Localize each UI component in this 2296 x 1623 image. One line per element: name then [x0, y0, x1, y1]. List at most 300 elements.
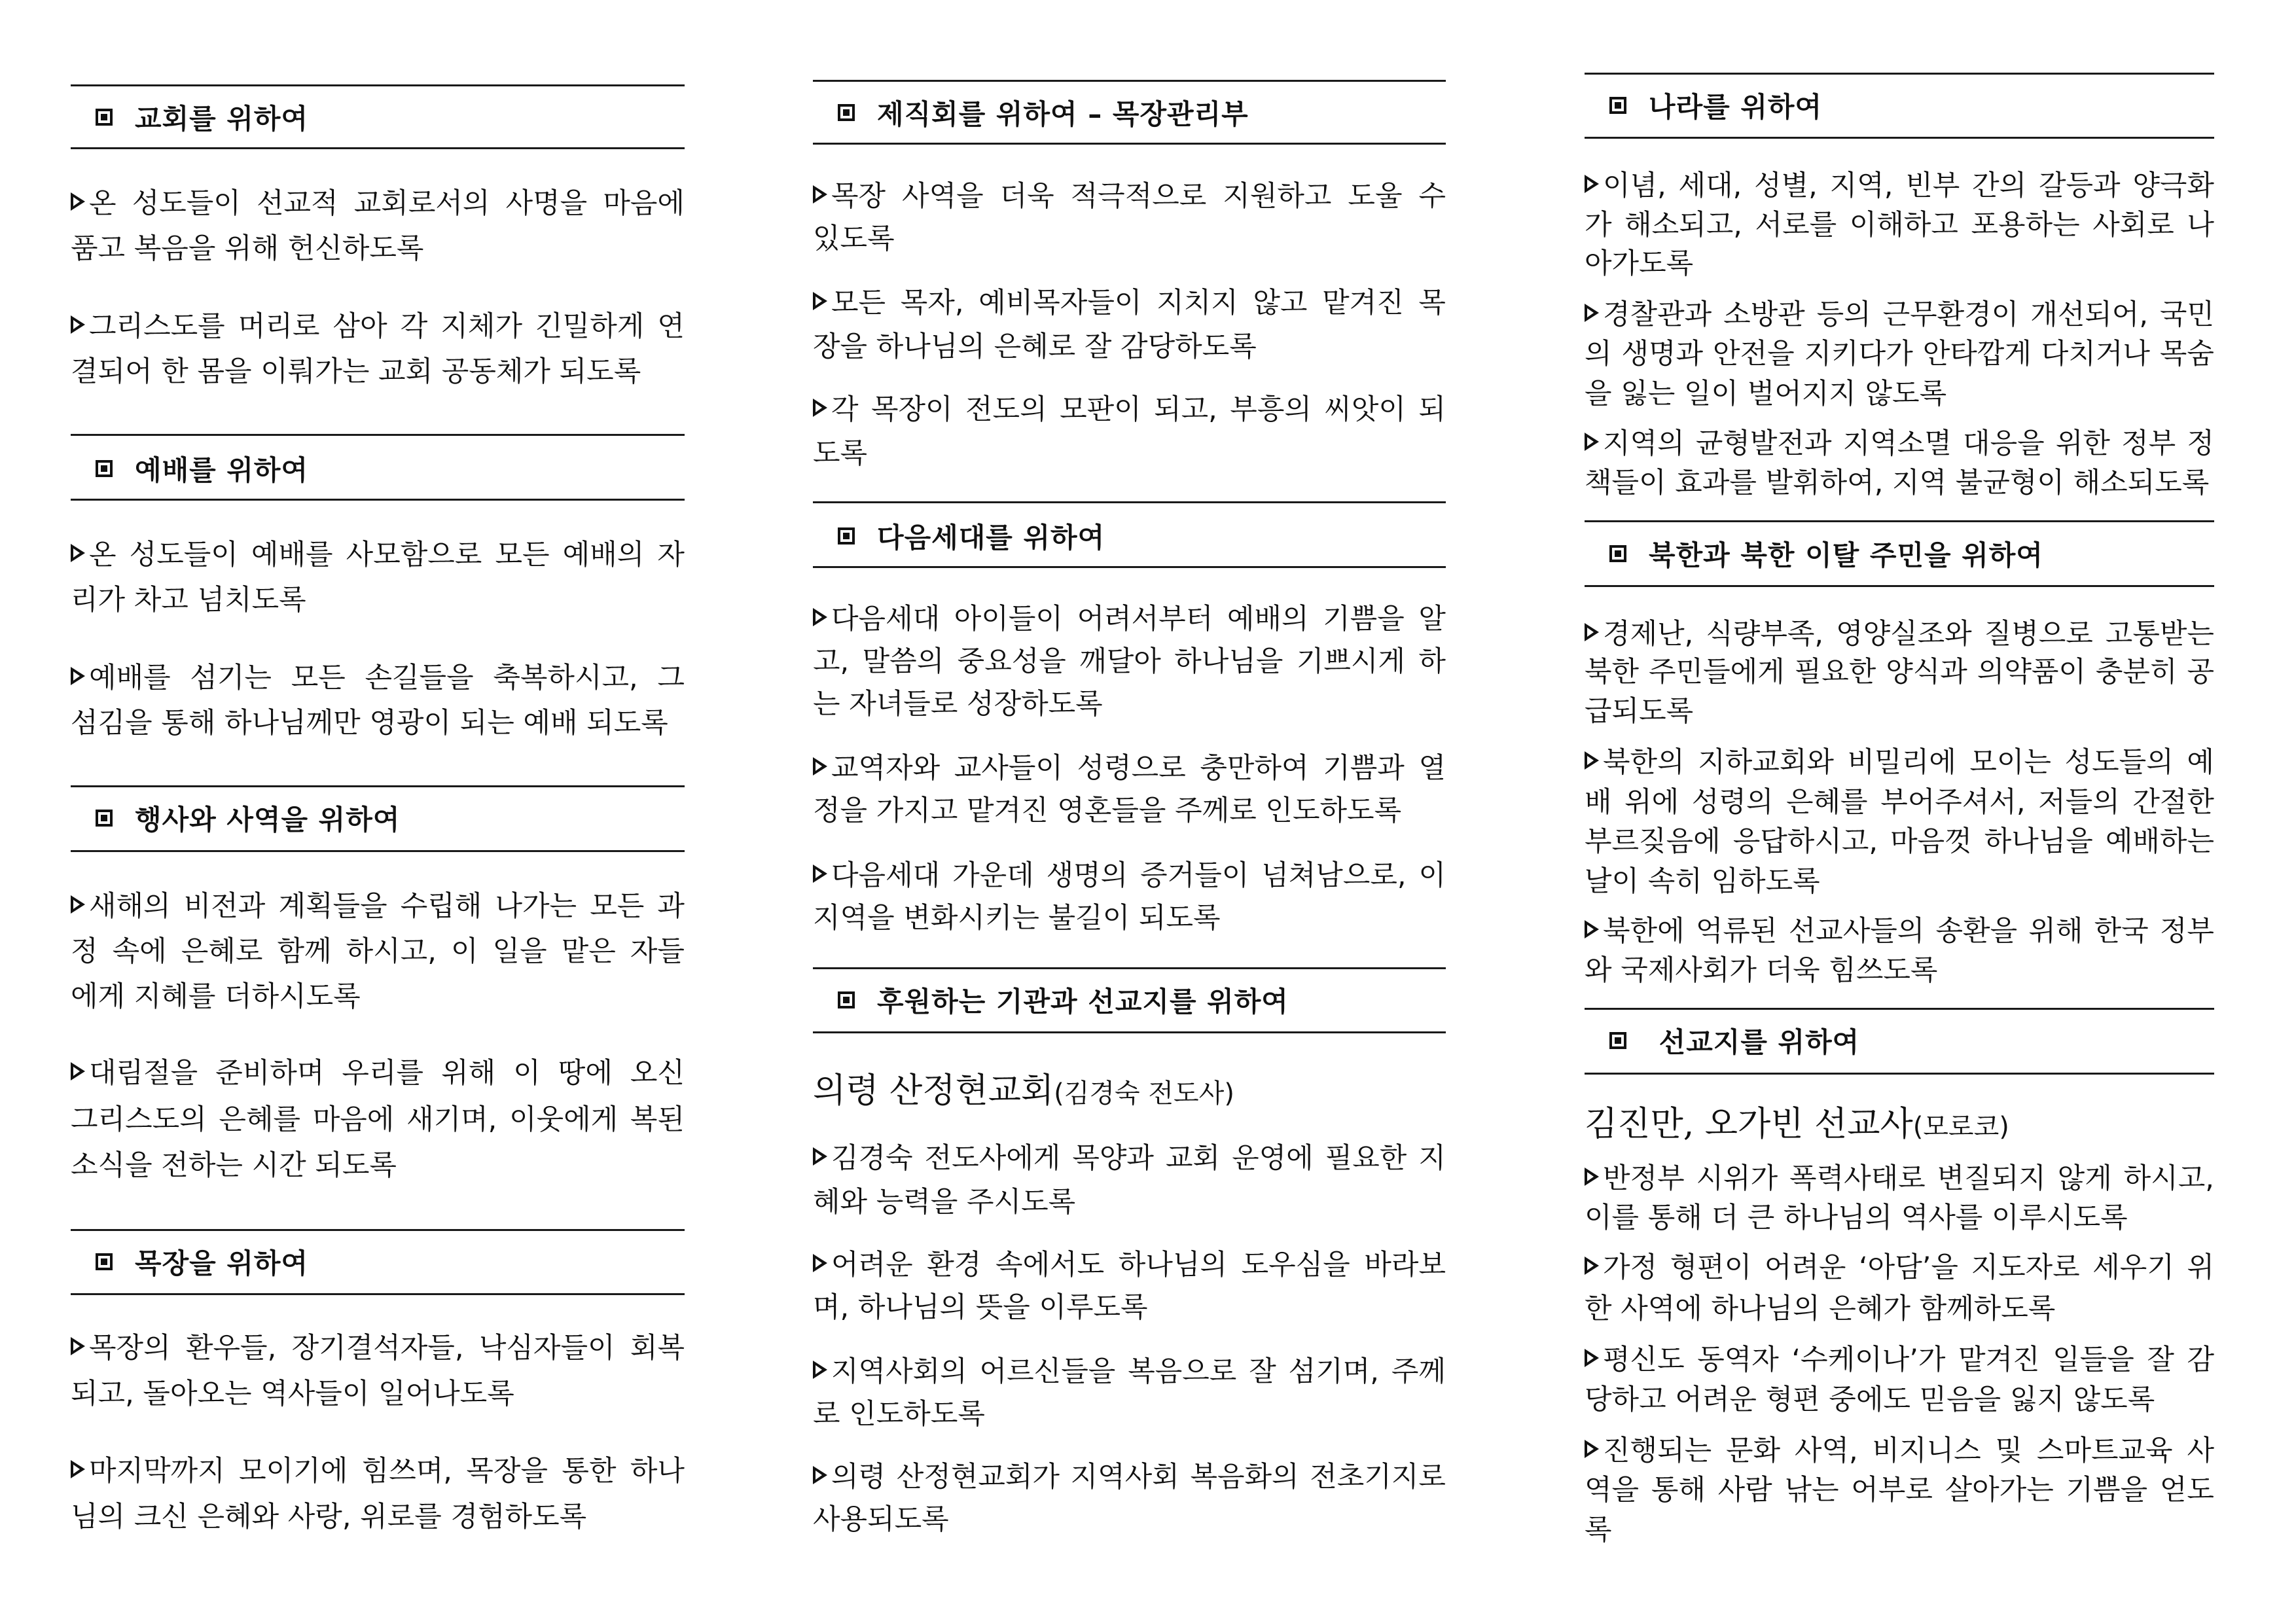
word: 도우심을: [1241, 1249, 1350, 1281]
word: 통해: [1651, 1474, 1706, 1507]
word: 균형발전과: [1695, 427, 1832, 460]
section-bottom-rule: [71, 1293, 685, 1295]
word: 오신: [630, 1057, 685, 1090]
word: 모이기에: [239, 1455, 348, 1488]
section-top-rule: [813, 501, 1446, 503]
prayer-item-line: [71, 704, 685, 743]
word: 억류된: [1695, 915, 1778, 948]
word: 근무환경이: [1882, 298, 2019, 331]
prayer-item-line: [71, 184, 685, 223]
word: 마음껏: [1890, 825, 1972, 858]
first-word-group: [71, 535, 117, 575]
word: 우리를: [342, 1057, 424, 1090]
word: 대림절을: [89, 1057, 198, 1090]
word: 응답하시고,: [1732, 825, 1878, 858]
triangle-bullet-icon: [71, 667, 85, 685]
prayer-item-line: [813, 327, 1446, 366]
triangle-bullet-icon: [1585, 175, 1599, 193]
triangle-bullet-icon: [1585, 304, 1599, 322]
word: 깨달아: [1079, 645, 1161, 678]
word: ‘아담’을: [1859, 1251, 1958, 1284]
prayer-text: 님의 크신 은혜와 사랑, 위로를 경험하도록: [71, 1501, 587, 1533]
word: 성도들의: [2064, 746, 2174, 779]
prayer-item-line: [71, 229, 685, 268]
word: 저들의: [2038, 786, 2120, 819]
word: 사역을: [902, 180, 984, 213]
word: 고통받는: [2105, 618, 2214, 651]
prayer-item-line: [71, 1497, 685, 1537]
word: 과: [657, 890, 685, 923]
first-word-group: [813, 1139, 913, 1178]
word: 기쁨을: [1323, 603, 1405, 635]
mission-name: 김진만, 오가빈 선교사: [1585, 1105, 1913, 1144]
triangle-bullet-icon: [813, 757, 827, 776]
prayer-item-line: [813, 685, 1446, 724]
word: 세우기: [2092, 1251, 2174, 1284]
prayer-item-line: [813, 219, 1446, 259]
prayer-item-line: [1585, 295, 2214, 334]
first-word-group: [71, 1329, 171, 1368]
word: 변질되지: [1937, 1162, 2046, 1195]
word: 비밀리에: [1847, 746, 1956, 779]
prayer-item-line: [71, 1054, 685, 1093]
word: 긴밀하게: [535, 310, 645, 343]
triangle-bullet-icon: [813, 1466, 827, 1484]
triangle-bullet-icon: [71, 1062, 85, 1080]
word: 하나: [630, 1455, 685, 1488]
prayer-item-line: [71, 887, 685, 926]
mission-leader: (모로코): [1912, 1112, 2009, 1142]
prayer-item-line: [813, 1245, 1446, 1285]
word: 해소되고,: [1624, 209, 1742, 241]
prayer-text: 되고, 돌아오는 역사들이 일어나도록: [71, 1378, 514, 1410]
word: 목장을: [466, 1455, 548, 1488]
word: 역을: [1585, 1474, 1640, 1507]
word: 이웃에게: [509, 1103, 619, 1136]
first-word-group: [71, 307, 225, 346]
word: 하시고,: [2123, 1162, 2214, 1195]
word: 그리스도를: [89, 310, 225, 343]
prayer-item-line: [813, 1395, 1446, 1434]
word: 하: [1418, 645, 1446, 678]
first-word-group: [71, 184, 117, 223]
word: 위해: [2028, 915, 2083, 948]
section-heading: [96, 98, 308, 137]
word: 감: [2187, 1344, 2214, 1376]
prayer-text: 이를 통해 더 큰 하나님의 역사를 이루시도록: [1585, 1202, 2128, 1234]
word: 그: [657, 662, 685, 694]
word: 영양실조와: [1836, 618, 1972, 651]
word: 새해의: [89, 890, 171, 923]
prayer-item-line: [1585, 783, 2214, 822]
square-bullet-icon: [838, 104, 855, 121]
word: 지키다가: [1804, 338, 1913, 370]
prayer-text: 리가 차고 넘치도록: [71, 584, 306, 616]
word: 지원하고: [1223, 180, 1332, 213]
triangle-bullet-icon: [813, 292, 827, 310]
word: 양식과: [1886, 656, 1967, 688]
word: 얻도: [2159, 1474, 2214, 1507]
section-title: 교회를 위하여: [135, 103, 309, 135]
word: 자: [657, 539, 685, 571]
word: 부어주셔서,: [1880, 786, 2026, 819]
triangle-bullet-icon: [71, 544, 85, 562]
word: 지: [1418, 1142, 1446, 1175]
word: 기쁨을: [2066, 1474, 2148, 1507]
word: 형편이: [1670, 1251, 1752, 1284]
word: 섬기며,: [1288, 1355, 1379, 1388]
word: 지도자로: [1971, 1251, 2080, 1284]
prayer-item-line: [1585, 1159, 2214, 1198]
word: ‘수케이나’가: [1791, 1344, 1946, 1376]
section-top-rule: [1585, 73, 2214, 75]
section-bottom-rule: [813, 143, 1446, 145]
triangle-bullet-icon: [813, 1147, 827, 1166]
triangle-bullet-icon: [813, 865, 827, 883]
word: 복음으로: [1128, 1355, 1237, 1388]
prayer-item-line: [71, 932, 685, 971]
first-word-group: [1585, 615, 1693, 654]
first-word-group: [813, 390, 859, 429]
word: 시위가: [1696, 1162, 1778, 1195]
prayer-item-line: [813, 1288, 1446, 1327]
triangle-bullet-icon: [1585, 1349, 1599, 1367]
prayer-item-line: [1585, 244, 2214, 283]
word: 정부: [2121, 427, 2176, 460]
word: 어부로: [1851, 1474, 1933, 1507]
prayer-item-line: [71, 1329, 685, 1368]
word: 모든: [495, 539, 550, 571]
word: 예비목자들이: [978, 287, 1142, 319]
prayer-item-line: [813, 642, 1446, 681]
prayer-item-line: [71, 1452, 685, 1491]
word: 충분히: [2095, 656, 2178, 688]
word: 스마트교육: [2036, 1435, 2173, 1467]
first-word-group: [813, 283, 886, 323]
word: 땅에: [558, 1057, 613, 1090]
first-word-group: [71, 887, 171, 926]
prayer-item-line: [1585, 862, 2214, 901]
section-heading: [838, 516, 1105, 556]
first-word-group: [71, 1452, 225, 1491]
word: 바라보: [1364, 1249, 1446, 1281]
prayer-text: 지역을 변화시키는 불길이 되도록: [813, 902, 1221, 935]
word: 그리스도의: [71, 1103, 207, 1136]
word: 국민: [2159, 298, 2214, 331]
prayer-text: 품고 복음을 위해 헌신하도록: [71, 232, 424, 265]
word: 운영에: [1232, 1142, 1314, 1175]
word: 성도들이: [132, 187, 241, 220]
prayer-item-line: [1585, 1198, 2214, 1238]
word: 선교적: [256, 187, 338, 220]
section-top-rule: [1585, 1008, 2214, 1010]
word: 복음화의: [1190, 1461, 1299, 1493]
word: 모든: [590, 890, 645, 923]
word: 전초기지로: [1310, 1461, 1446, 1493]
word: 이해하고: [1849, 209, 1958, 241]
word: 위한: [2055, 427, 2110, 460]
word: 갈등과: [2038, 169, 2121, 202]
word: 어려운: [1764, 1251, 1846, 1284]
word: 간의: [1972, 169, 2027, 202]
section-bottom-rule: [71, 499, 685, 501]
word: 나가는: [495, 890, 577, 923]
word: 모판이: [1060, 393, 1141, 426]
word: 맡은: [561, 935, 616, 968]
first-word-group: [1585, 1248, 1657, 1287]
prayer-item-line: [1585, 334, 2214, 374]
section-top-rule: [71, 84, 685, 86]
word: 증거들이: [1140, 859, 1249, 892]
prayer-text: 소식을 전하는 시간 되도록: [71, 1149, 397, 1182]
first-word-group: [813, 1245, 913, 1285]
prayer-item-line: [71, 1100, 685, 1139]
prayer-item-line: [1585, 912, 2214, 951]
word: 낙심자들이: [478, 1332, 615, 1364]
word: 모이는: [1969, 746, 2051, 779]
word: 지체가: [440, 310, 523, 343]
prayer-text: 혜와 능력을 주시도록: [813, 1186, 1076, 1219]
prayer-text: 에게 지혜를 더하시도록: [71, 980, 361, 1013]
word: 아이들이: [954, 603, 1063, 635]
prayer-item-line: [1585, 1471, 2214, 1510]
word: 예: [2187, 746, 2214, 779]
section-title: 다음세대를 위하여: [877, 522, 1105, 554]
prayer-text: 와 국제사회가 더욱 힘쓰도록: [1585, 954, 1938, 987]
word: 전도사에게: [924, 1142, 1061, 1175]
prayer-item-line: [1585, 1248, 2214, 1287]
word: 질병으로: [1984, 618, 2093, 651]
section-bottom-rule: [813, 566, 1446, 568]
prayer-text: 정을 가지고 맡겨진 영혼들을 주께로 인도하도록: [813, 794, 1402, 827]
mission-subheading: [813, 1068, 1234, 1114]
triangle-bullet-icon: [813, 399, 827, 417]
word: 준비하며: [215, 1057, 325, 1090]
word: 배: [1585, 786, 1612, 819]
word: 다음세대: [831, 859, 941, 892]
word: 은혜로: [181, 935, 263, 968]
square-bullet-icon: [96, 1253, 113, 1270]
prayer-text: 며, 하나님의 뜻을 이루도록: [813, 1291, 1148, 1324]
section-heading: [1609, 534, 2043, 573]
prayer-item-line: [813, 1457, 1446, 1497]
word: 다치거나: [2041, 338, 2150, 370]
prayer-item-line: [1585, 205, 2214, 245]
prayer-item-line: [813, 177, 1446, 216]
triangle-bullet-icon: [71, 192, 85, 211]
word: 예배를: [251, 539, 333, 571]
first-word-group: [71, 1054, 198, 1093]
word: 중요성을: [957, 645, 1066, 678]
section-heading: [1609, 1021, 1859, 1060]
word: 지하교회와: [1698, 746, 1834, 779]
prayer-item-line: [1585, 463, 2214, 503]
first-word-group: [1585, 743, 1685, 782]
word: 말씀의: [862, 645, 944, 678]
word: 마음에: [312, 1103, 395, 1136]
triangle-bullet-icon: [813, 185, 827, 204]
word: 안타깝게: [1922, 338, 2032, 370]
word: 사명을: [505, 187, 588, 220]
prayer-item-line: [1585, 692, 2214, 731]
word: 은혜를: [1785, 786, 1868, 819]
word: 낚는: [1784, 1474, 1839, 1507]
word: 북한에: [1603, 915, 1685, 948]
prayer-item-line: [71, 580, 685, 620]
first-word-group: [1585, 424, 1685, 463]
prayer-text: 날이 속히 임하도록: [1585, 865, 1820, 898]
section-heading: [96, 449, 308, 488]
prayer-item-line: [813, 899, 1446, 938]
word: 장기결석자들,: [291, 1332, 464, 1364]
section-top-rule: [813, 80, 1446, 82]
word: 포용하는: [1971, 209, 2080, 241]
word: 성도들이: [129, 539, 238, 571]
section-title: 선교지를 위하여: [1649, 1026, 1860, 1058]
prayer-item-line: [1585, 951, 2214, 990]
word: 북한의: [1603, 746, 1685, 779]
word: 다음세대: [831, 603, 941, 635]
word: 경제난,: [1603, 618, 1694, 651]
word: 어려서부터: [1077, 603, 1213, 635]
triangle-bullet-icon: [813, 1361, 827, 1379]
word: 및: [1995, 1435, 2023, 1467]
word: 예배하는: [2105, 825, 2214, 858]
word: 일을: [492, 935, 547, 968]
word: 도울: [1348, 180, 1403, 213]
word: 지역사회의: [831, 1355, 967, 1388]
triangle-bullet-icon: [813, 1254, 827, 1272]
prayer-text: 도록: [813, 437, 868, 470]
word: 마지막까지: [89, 1455, 225, 1488]
word: 기쁨과: [1323, 752, 1405, 785]
word: 온: [89, 539, 117, 571]
prayer-text: 아가도록: [1585, 247, 1694, 280]
section-bottom-rule: [1585, 585, 2214, 587]
word: 빈부: [1905, 169, 1960, 202]
prayer-item-line: [71, 1374, 685, 1414]
word: 머리로: [238, 310, 320, 343]
prayer-item-line: [813, 1183, 1446, 1222]
word: 지역소멸: [1842, 427, 1952, 460]
triangle-bullet-icon: [71, 1337, 85, 1355]
word: 않게: [2057, 1162, 2112, 1195]
first-word-group: [813, 749, 940, 788]
word: 통한: [562, 1455, 617, 1488]
prayer-item-line: [1585, 374, 2214, 414]
word: 진행되는: [1603, 1435, 1712, 1467]
prayer-item-line: [1585, 424, 2214, 463]
word: 이: [1418, 859, 1446, 892]
section-bottom-rule: [71, 850, 685, 852]
word: 삼아: [332, 310, 387, 343]
triangle-bullet-icon: [1585, 1257, 1599, 1275]
square-bullet-icon: [1609, 545, 1626, 562]
word: 마음에: [603, 187, 685, 220]
prayer-item-line: [813, 434, 1446, 473]
prayer-item-line: [71, 977, 685, 1016]
section-heading: [96, 798, 400, 838]
section-heading: [838, 980, 1289, 1020]
word: 지역,: [1829, 169, 1893, 202]
word: 목양과: [1072, 1142, 1154, 1175]
word: 하나님을: [1174, 645, 1283, 678]
word: 필요한: [1325, 1142, 1407, 1175]
word: 안전을: [1713, 338, 1795, 370]
word: 수: [1418, 180, 1446, 213]
word: 온: [89, 187, 117, 220]
word: 의: [1585, 338, 1612, 370]
word: 각: [400, 310, 428, 343]
word: 선교사들의: [1788, 915, 1925, 948]
word: 생명의: [1046, 859, 1128, 892]
section-top-rule: [813, 967, 1446, 969]
section-top-rule: [71, 785, 685, 787]
word: 되: [1418, 393, 1446, 426]
prayer-item-line: [71, 658, 685, 698]
word: 축복하시고,: [493, 662, 638, 694]
word: 지역의: [1603, 427, 1685, 460]
word: 반정부: [1603, 1162, 1685, 1195]
word: 산정현교회가: [896, 1461, 1060, 1493]
word: 목장: [831, 180, 886, 213]
word: 의약품이: [1977, 656, 2086, 688]
word: 일들을: [2053, 1344, 2134, 1376]
prayer-text: 섬김을 통해 하나님께만 영광이 되는 예배 되도록: [71, 707, 668, 740]
word: 새기며,: [406, 1103, 497, 1136]
word: 사: [2187, 1435, 2214, 1467]
word: 세대,: [1678, 169, 1742, 202]
prayer-text: 을 잃는 일이 벌어지지 않도록: [1585, 378, 1947, 410]
mission-leader: (김경숙 전도사): [1054, 1079, 1234, 1109]
word: 북한: [1585, 656, 1640, 688]
word: 부르짖음에: [1585, 825, 1721, 858]
mission-name: 의령 산정현교회: [813, 1071, 1054, 1111]
word: 각: [831, 393, 859, 426]
word: 전도의: [965, 393, 1047, 426]
prayer-text: 는 자녀들로 성장하도록: [813, 688, 1103, 721]
word: 함께: [277, 935, 332, 968]
word: 목: [1418, 287, 1446, 319]
word: 가운데: [952, 859, 1034, 892]
prayer-item-line: [1585, 615, 2214, 654]
section-title: 목장을 위하여: [135, 1247, 309, 1279]
prayer-item-line: [1585, 1289, 2214, 1329]
prayer-item-line: [1585, 652, 2214, 692]
square-bullet-icon: [96, 810, 113, 827]
word: 송환을: [1935, 915, 2018, 948]
word: 모든: [291, 662, 346, 694]
prayer-item-line: [71, 352, 685, 391]
first-word-group: [1585, 166, 1666, 205]
first-word-group: [813, 599, 940, 639]
word: 씨앗이: [1324, 393, 1406, 426]
word: 더욱: [999, 180, 1054, 213]
word: 개선되어,: [2030, 298, 2149, 331]
prayer-item-line: [813, 749, 1446, 788]
word: 자들: [630, 935, 685, 968]
prayer-item-line: [71, 535, 685, 575]
word: 교사들이: [954, 752, 1063, 785]
word: 지역사회: [1070, 1461, 1179, 1493]
word: 이: [513, 1057, 541, 1090]
word: 목장의: [89, 1332, 171, 1364]
word: 공: [2187, 656, 2214, 688]
word: 손길들을: [365, 662, 474, 694]
section-title: 행사와 사역을 위하여: [135, 804, 401, 836]
word: 사역,: [1794, 1435, 1858, 1467]
word: 힘쓰며,: [361, 1455, 452, 1488]
